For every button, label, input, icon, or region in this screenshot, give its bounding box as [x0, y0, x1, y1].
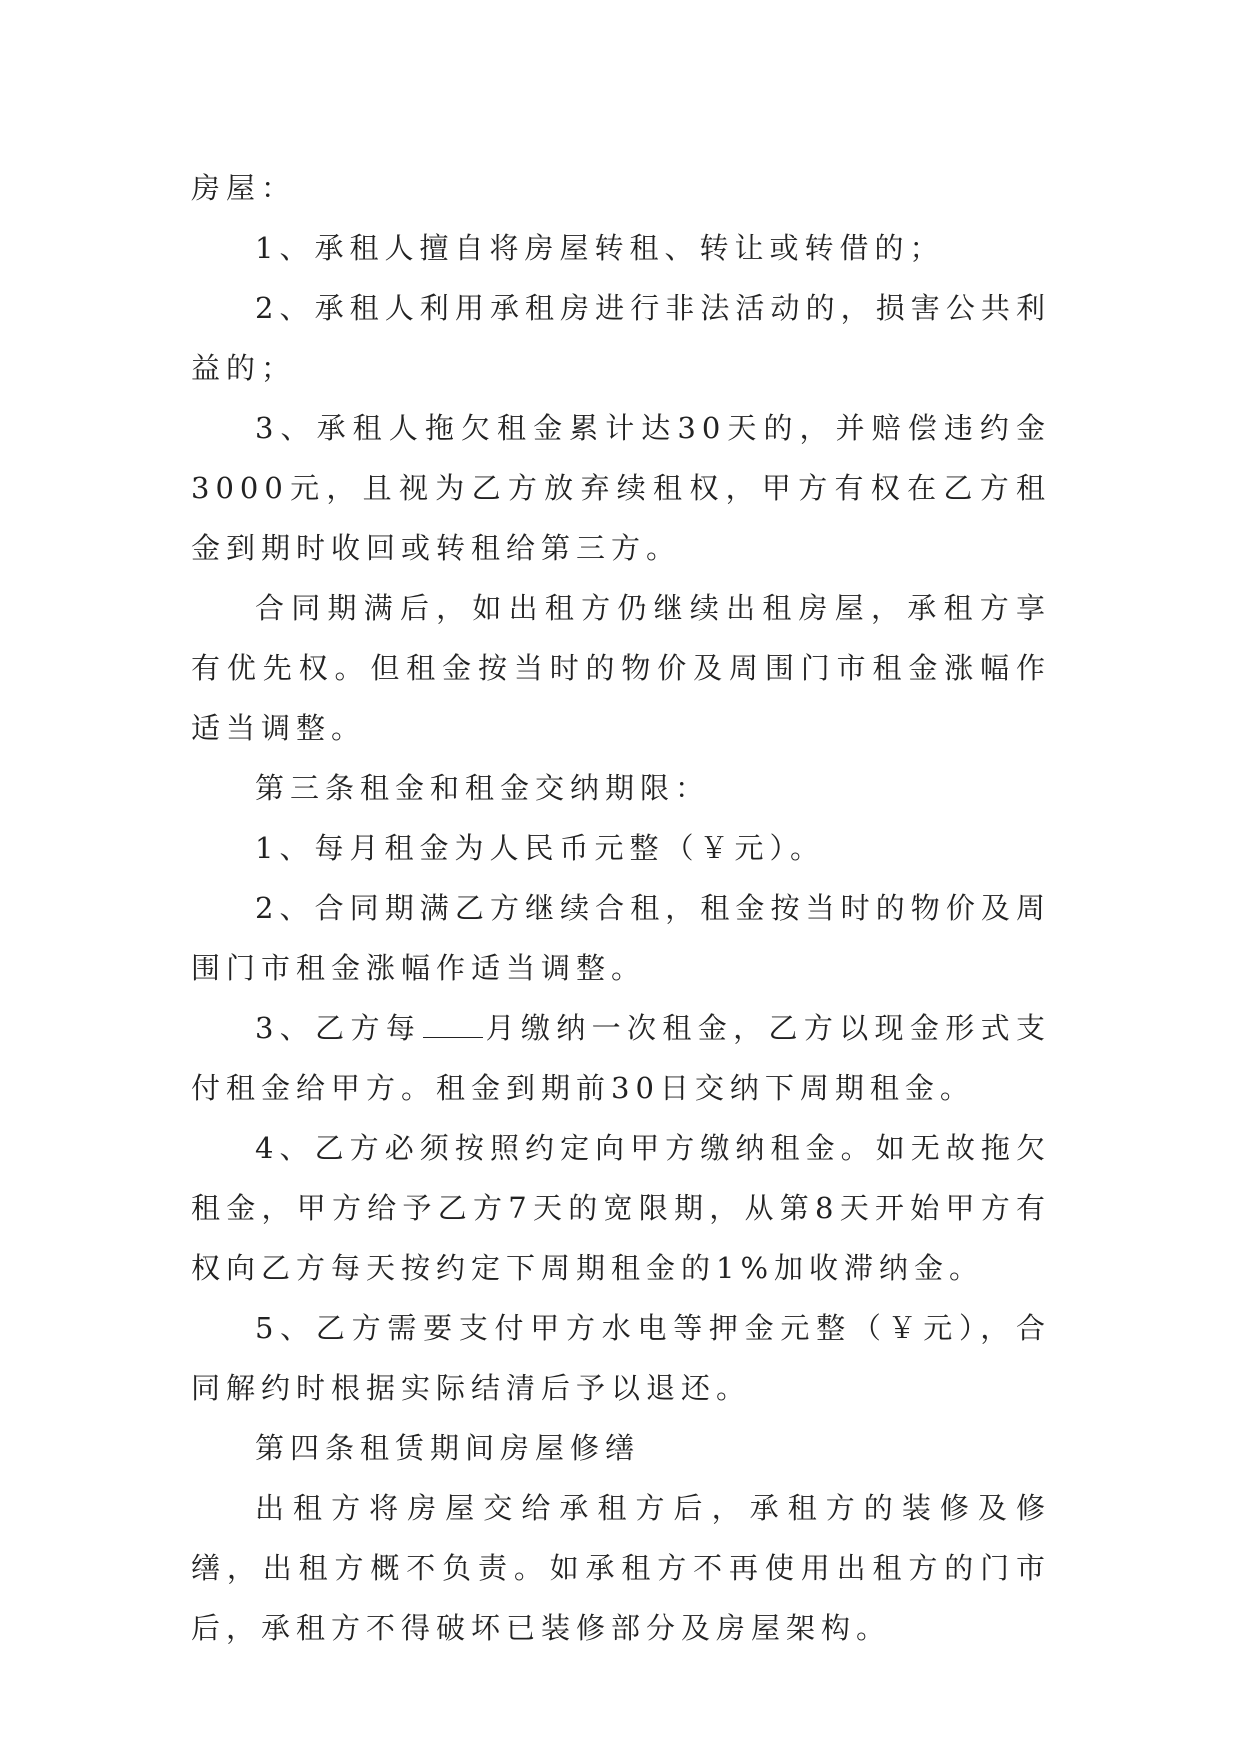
paragraph-rent-4: 4、乙方必须按照约定向甲方缴纳租金。如无故拖欠租金，甲方给予乙方7天的宽限期，从第8天开始甲方有权向乙方每天按约定下周期租金的1%加收滞纳金。	[191, 1131, 1051, 1285]
paragraph-rent-3-after: 月缴纳一次租金，乙方以现金形式支付租金给甲方。租金到期前30日交纳下周期租金。	[191, 1011, 1051, 1105]
paragraph-rent-5: 5、乙方需要支付甲方水电等押金元整（￥元），合同解约时根据实际结清后予以退还。	[191, 1311, 1051, 1405]
paragraph-rent-2: 2、合同期满乙方继续合租，租金按当时的物价及周围门市租金涨幅作适当调整。	[191, 891, 1051, 985]
fill-in-blank	[423, 1015, 483, 1038]
paragraph-continuation: 房屋：	[191, 171, 297, 205]
document-page	[191, 158, 1051, 1658]
paragraph-rent-1: 1、每月租金为人民币元整（￥元）。	[255, 831, 825, 865]
section-heading-article-3: 第三条租金和租金交纳期限：	[255, 771, 711, 805]
paragraph-rent-3-before: 3、乙方每	[255, 1011, 422, 1045]
paragraph-item-3: 3、承租人拖欠租金累计达30天的，并赔偿违约金3000元，且视为乙方放弃续租权，甲方有权在乙方租金到期时收回或转租给第三方。	[191, 411, 1051, 565]
section-heading-article-4: 第四条租赁期间房屋修缮	[255, 1431, 641, 1465]
paragraph-renewal: 合同期满后，如出租方仍继续出租房屋，承租方享有优先权。但租金按当时的物价及周围门市租金涨幅作适当调整。	[191, 591, 1051, 745]
paragraph-item-1: 1、承租人擅自将房屋转租、转让或转借的；	[255, 231, 945, 265]
paragraph-item-2: 2、承租人利用承租房进行非法活动的，损害公共利益的；	[191, 291, 1051, 385]
paragraph-rent-3	[191, 998, 1051, 1118]
paragraph-repairs: 出租方将房屋交给承租方后，承租方的装修及修缮，出租方概不负责。如承租方不再使用出租方的门市后，承租方不得破坏已装修部分及房屋架构。	[191, 1491, 1051, 1645]
